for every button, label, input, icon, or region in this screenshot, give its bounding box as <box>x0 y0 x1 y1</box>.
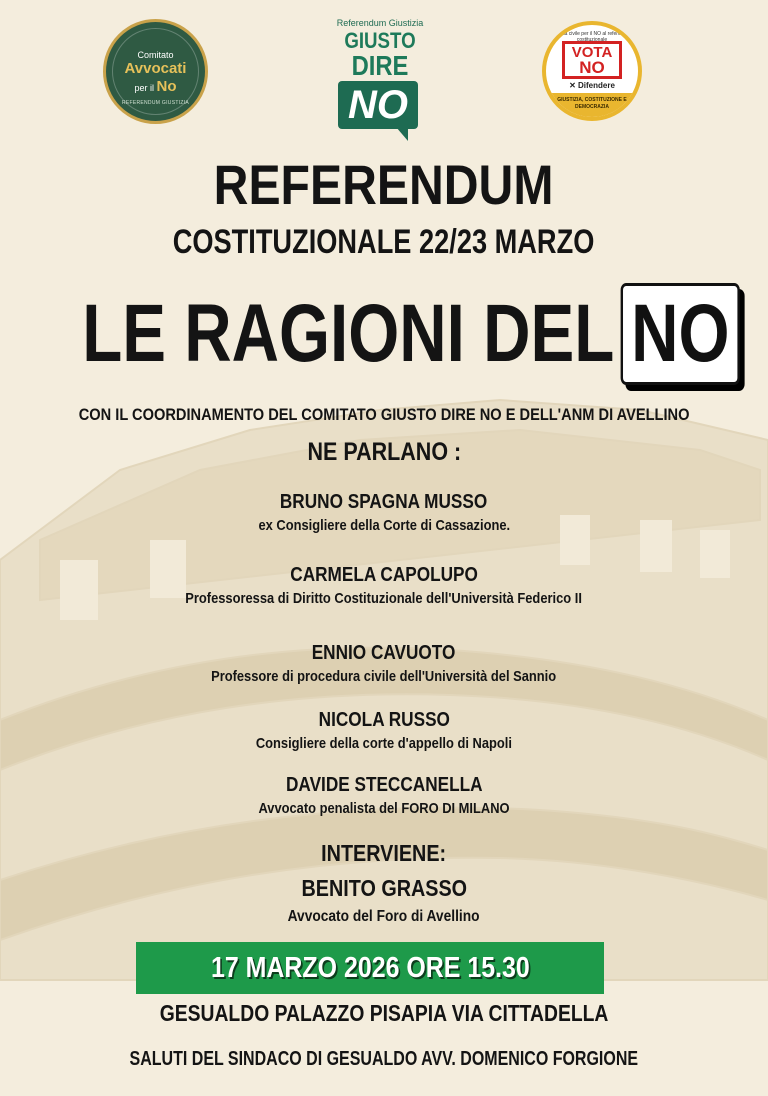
logo-right-band <box>546 93 638 117</box>
logo-right-arc: Società civile per il NO al referendum costituzionale <box>550 31 634 43</box>
headline-subtitle: COSTITUZIONALE 22/23 MARZO <box>173 223 595 261</box>
speaker-name <box>0 641 768 665</box>
coordination-row <box>0 403 768 427</box>
logo-mid-line2: GIUSTO <box>344 28 416 53</box>
logo-left-line3a: per il <box>134 83 154 93</box>
speaker-role <box>0 667 768 687</box>
logo-mid-line4: NO <box>348 83 408 127</box>
speaker-4-name: NICOLA RUSSO <box>318 709 450 731</box>
greetings-row <box>0 1045 768 1073</box>
speaker-role <box>0 799 768 819</box>
intervenes-role-row <box>0 906 768 928</box>
logo-right-difendere: ✕ Difendere <box>569 81 615 90</box>
logo-mid-line3: DIRE <box>351 50 409 81</box>
logo-left-line4: REFERENDUM GIUSTIZIA <box>121 100 190 106</box>
logo-left-line2: Avvocati <box>124 60 187 77</box>
speaker-name <box>0 490 768 514</box>
speaker-5-role: Avvocato penalista del FORO DI MILANO <box>258 800 510 817</box>
intervenes-role: Avvocato del Foro di Avellino <box>288 908 480 925</box>
speaker-1-name: BRUNO SPAGNA MUSSO <box>280 491 488 513</box>
logo-mid-line1: Referendum Giustizia <box>336 18 424 28</box>
speaker-role <box>0 516 768 536</box>
vota-no-box <box>562 41 622 79</box>
speaker-role <box>0 734 768 754</box>
logo-left-line3b: No <box>156 78 177 95</box>
event-date-time: 17 MARZO 2026 ORE 15.30 <box>210 952 530 984</box>
intervenes-name-row <box>0 874 768 902</box>
speaker-5-name: DAVIDE STECCANELLA <box>285 774 483 796</box>
speaker-role <box>0 589 768 609</box>
headline-main <box>82 280 740 388</box>
venue-row <box>0 998 768 1028</box>
giusto-dire-no-logo <box>320 16 440 136</box>
logo-right-no: NO <box>579 58 605 77</box>
vota-no-logo <box>542 21 642 121</box>
speaker-name <box>0 708 768 732</box>
headline-title-row <box>0 150 768 220</box>
speakers-heading: NE PARLANO : <box>307 438 461 466</box>
intervenes-heading: INTERVIENE: <box>321 840 447 866</box>
speaker-1-role: ex Consigliere della Corte di Cassazione. <box>258 517 510 534</box>
speaker-3-role: Professore di procedura civile dell'Università del Sannio <box>211 668 557 685</box>
headline-title: REFERENDUM <box>214 153 554 216</box>
intervenes-heading-row <box>0 839 768 867</box>
logo-right-band-text: GIUSTIZIA, COSTITUZIONE E DEMOCRAZIA <box>557 97 627 110</box>
intervenes-name: BENITO GRASSO <box>301 875 467 901</box>
speaker-2-role: Professoressa di Diritto Costituzionale dell'Università Federico II <box>185 590 583 607</box>
speaker-4-role: Consigliere della corte d'appello di Napoli <box>255 735 513 752</box>
logo-right-vota: VOTA <box>571 44 613 61</box>
logo-left-line3 <box>106 78 205 95</box>
speaker-name <box>0 563 768 587</box>
speaker-2-name: CARMELA CAPOLUPO <box>290 564 478 586</box>
headline-main-row <box>0 280 768 388</box>
headline-no-box: NO <box>621 283 740 385</box>
date-banner <box>136 942 604 994</box>
headline-subtitle-row <box>0 222 768 262</box>
comitato-avvocati-logo <box>103 19 208 124</box>
event-venue: GESUALDO PALAZZO PISAPIA VIA CITTADELLA <box>159 1000 609 1026</box>
speaker-3-name: ENNIO CAVUOTO <box>312 642 456 664</box>
logo-right-difendere-text: Difendere <box>578 81 615 90</box>
date-banner-text-row <box>136 942 604 994</box>
coordination-text: CON IL COORDINAMENTO DEL COMITATO GIUSTO DIRE NO E DELL'ANM DI AVELLINO <box>78 405 690 424</box>
logo-left-line1: Comitato <box>137 50 174 60</box>
speakers-heading-row <box>0 436 768 468</box>
speaker-name <box>0 773 768 797</box>
headline-main-prefix: LE RAGIONI DEL <box>82 288 615 379</box>
event-greetings: SALUTI DEL SINDACO DI GESUALDO AVV. DOMENICO FORGIONE <box>129 1048 639 1070</box>
